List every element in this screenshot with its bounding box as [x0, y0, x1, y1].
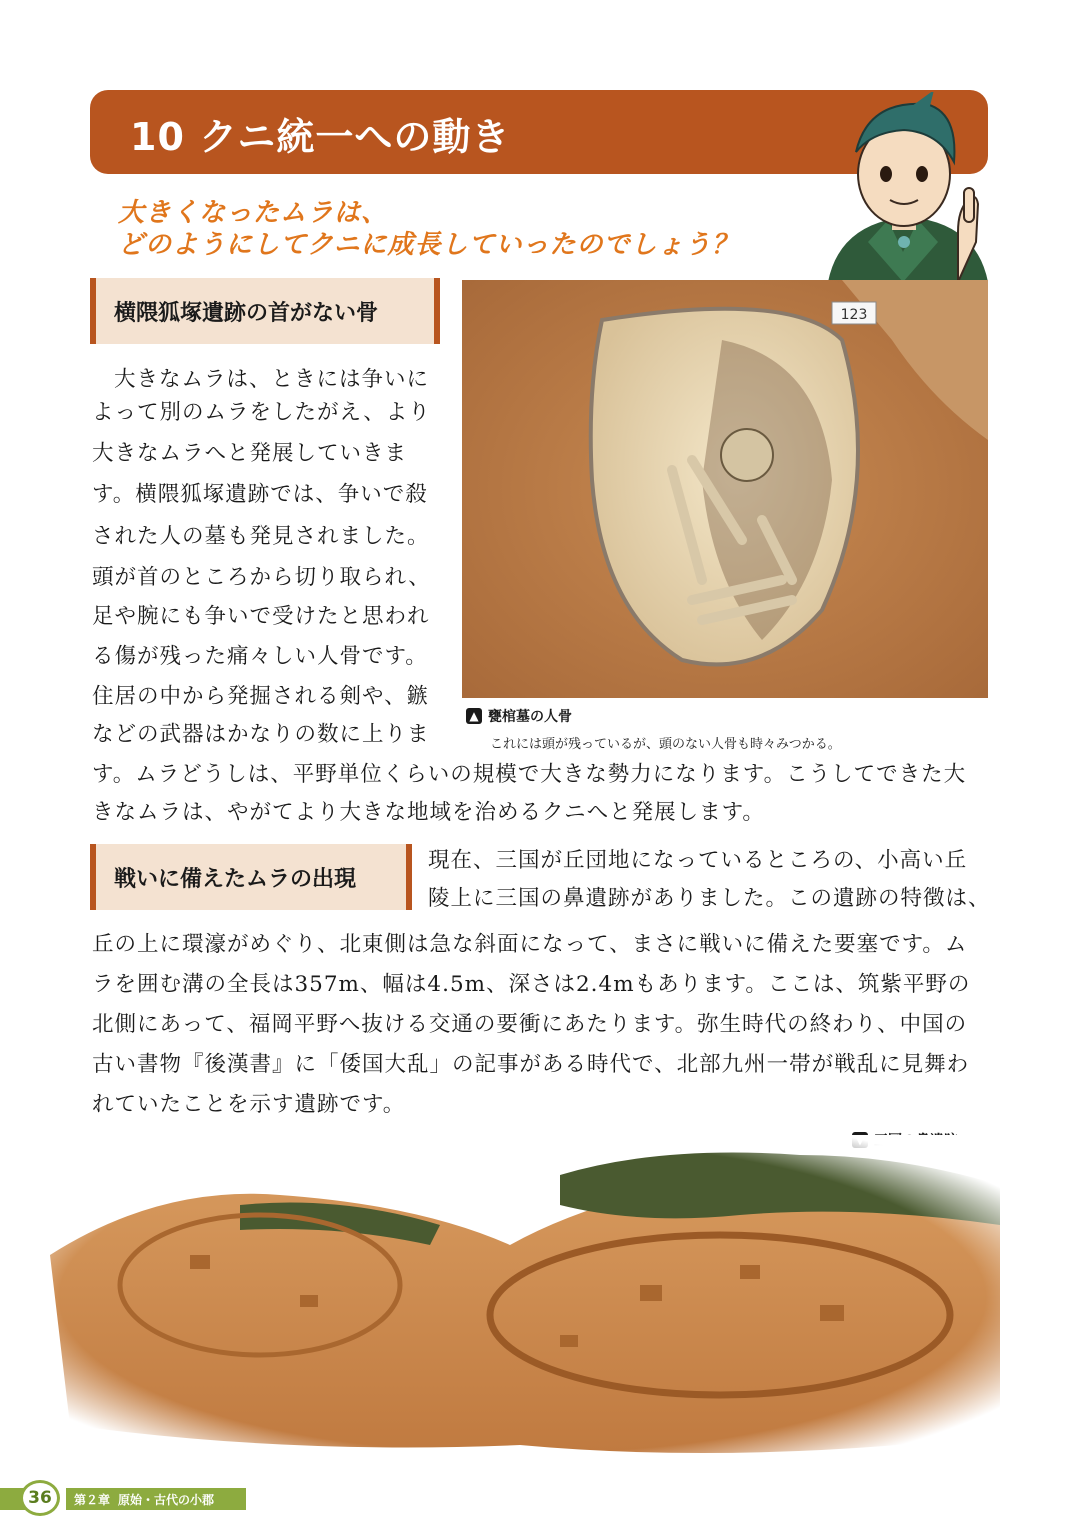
mikuni-no-hana-aerial-photo — [40, 1135, 1005, 1460]
lead-question-line1: 大きくなったムラは、 — [118, 198, 389, 228]
body-line: 大きなムラへと発展していきま — [92, 441, 408, 466]
section2-heading-text: 戦いに備えたムラの出現 — [114, 866, 357, 892]
body-line: 丘の上に環濠がめぐり、北東側は急な斜面になって、まさに戦いに備えた要塞です。ム — [92, 932, 968, 957]
lead-question-line2: どのようにしてクニに成長していったのでしょう？ — [118, 230, 739, 260]
body-line: 陵上に三国の鼻遺跡がありました。この遺跡の特徴は、 — [428, 886, 991, 911]
body-line: す。ムラどうしは、平野単位くらいの規模で大きな勢力になります。こうしてできた大 — [92, 762, 967, 787]
heading-accent-right — [434, 278, 440, 344]
heading-accent-right — [406, 844, 412, 910]
section1-heading — [90, 278, 440, 344]
body-line: 頭が首のところから切り取られ、 — [92, 565, 431, 590]
heading-accent-left — [90, 844, 96, 910]
body-line: 現在、三国が丘団地になっているところの、小高い丘 — [428, 848, 968, 873]
footer-chapter-bar — [66, 1488, 246, 1510]
photo1-caption-text: これには頭が残っているが、頭のない人骨も時々みつかる。 — [490, 737, 841, 752]
body-line: 大きなムラは、ときには争いに — [114, 367, 430, 392]
photo1-caption-title — [466, 706, 572, 726]
body-line: 古い書物『後漢書』に「倭国大乱」の記事がある時代で、北部九州一帯が戦乱に見舞わ — [92, 1052, 970, 1077]
body-line: れていたことを示す遺跡です。 — [92, 1092, 406, 1117]
body-line: す。横隈狐塚遺跡では、争いで殺 — [92, 482, 428, 507]
body-line: 足や腕にも争いで受けたと思われ — [92, 604, 430, 629]
body-line: などの武器はかなりの数に上りま — [92, 722, 430, 747]
footer-chapter-title: 原始・古代の小郡 — [118, 1492, 215, 1507]
body-line: 北側にあって、福岡平野へ抜ける交通の要衝にあたります。弥生時代の終わり、中国の — [92, 1012, 968, 1037]
body-line: 住居の中から発掘される剣や、鏃 — [92, 684, 430, 709]
page-number: 36 — [20, 1480, 60, 1516]
photo1-caption-title-text: 甕棺墓の人骨 — [488, 709, 572, 725]
burial-jar-photo — [462, 280, 988, 698]
body-line: る傷が残った痛々しい人骨です。 — [92, 644, 428, 669]
body-line: ラを囲む溝の全長は357m、幅は4.5m、深さは2.4mもあります。ここは、筑紫平野の — [92, 972, 971, 997]
page-title: 10 クニ統一への動き — [130, 115, 511, 159]
section1-heading-text: 横隈狐塚遺跡の首がない骨 — [114, 300, 379, 326]
mascot-illustration — [808, 92, 998, 282]
heading-accent-left — [90, 278, 96, 344]
photo-label: 123 — [840, 307, 868, 323]
arrow-up-icon: ▲ — [466, 708, 482, 724]
body-line: きなムラは、やがてより大きな地域を治めるクニへと発展します。 — [92, 800, 765, 825]
body-line: された人の墓も発見されました。 — [92, 524, 430, 549]
footer-chapter: 第２章 — [74, 1492, 111, 1507]
body-line: よって別のムラをしたがえ、より — [92, 400, 431, 425]
section2-heading — [90, 844, 412, 910]
